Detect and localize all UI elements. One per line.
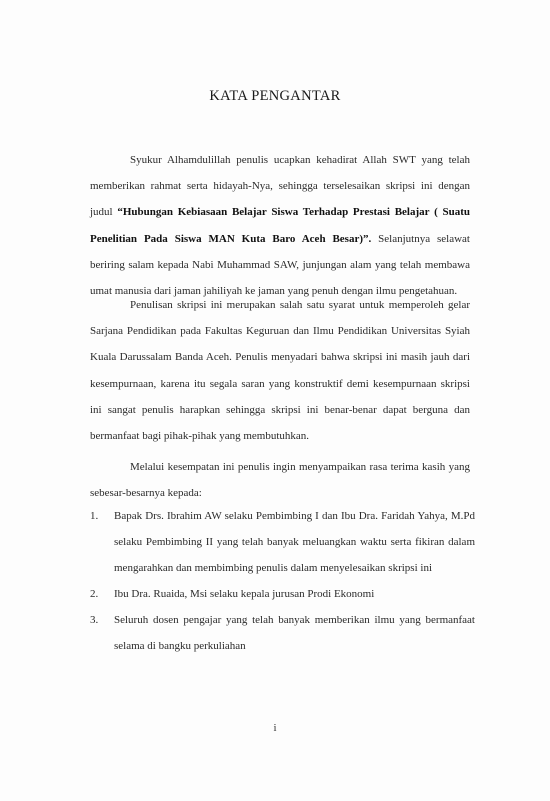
list-item: [90, 607, 475, 659]
paragraph-1-intro: Syukur Alhamdulillah penulis ucapkan kehadirat Allah SWT yang telah memberikan rahmat serta hidayah-Nya, sehingga terselesaikan skripsi ini dengan judul: [90, 154, 470, 219]
list-item: [90, 581, 475, 607]
page-title: KATA PENGANTAR: [209, 88, 341, 104]
list-item-text: Bapak Drs. Ibrahim AW selaku Pembimbing I dan Ibu Dra. Faridah Yahya, M.Pd selaku Pembimbing II yang telah banyak meluangkan waktu serta fikiran dalam mengarahkan dan membimbing penulis dalam menyelesaikan skripsi ini: [114, 510, 475, 574]
paragraph-acknowledgement: [90, 147, 470, 304]
page-number: i: [273, 722, 277, 734]
paragraph-3: Melalui kesempatan ini penulis ingin menyampaikan rasa terima kasih yang sebesar-besarnya kepada:: [90, 461, 470, 500]
paragraph-purpose: [90, 292, 470, 449]
list-item-number: 3.: [90, 614, 99, 626]
list-item-number: 1.: [90, 510, 99, 522]
paragraph-1: [90, 147, 470, 304]
list-item-number: 2.: [90, 588, 99, 600]
list-item: [90, 503, 475, 581]
paragraph-1-outro: Selanjutnya selawat beriring salam kepada Nabi Muhammad SAW, junjungan alam yang telah membawa umat manusia dari jaman jahiliyah ke jaman yang penuh dengan ilmu pengetahuan.: [90, 232, 470, 298]
paragraph-thanks: [90, 454, 470, 506]
paragraph-2: Penulisan skripsi ini merupakan salah satu syarat untuk memperoleh gelar Sarjana Pendidikan pada Fakultas Keguruan dan Ilmu Pendidikan Universitas Syiah Kuala Darussalam Banda Aceh. Penulis menyadari bahwa skripsi ini masih jauh dari kesempurnaan, karena itu segala saran yang konstruktif demi kesempurnaan skripsi ini sangat penulis harapkan sehingga skripsi ini benar-benar dapat berguna dan bermanfaat bagi pihak-pihak yang membutuhkan.: [90, 299, 470, 443]
list-item-text: Ibu Dra. Ruaida, Msi selaku kepala jurusan Prodi Ekonomi: [114, 588, 375, 600]
list-item-text: Seluruh dosen pengajar yang telah banyak memberikan ilmu yang bermanfaat selama di bangku perkuliahan: [114, 614, 475, 652]
thesis-title: “Hubungan Kebiasaan Belajar Siswa Terhadap Prestasi Belajar ( Suatu Penelitian Pada Siswa MAN Kuta Baro Aceh Besar)”.: [90, 206, 470, 245]
thanks-list: [90, 503, 475, 659]
